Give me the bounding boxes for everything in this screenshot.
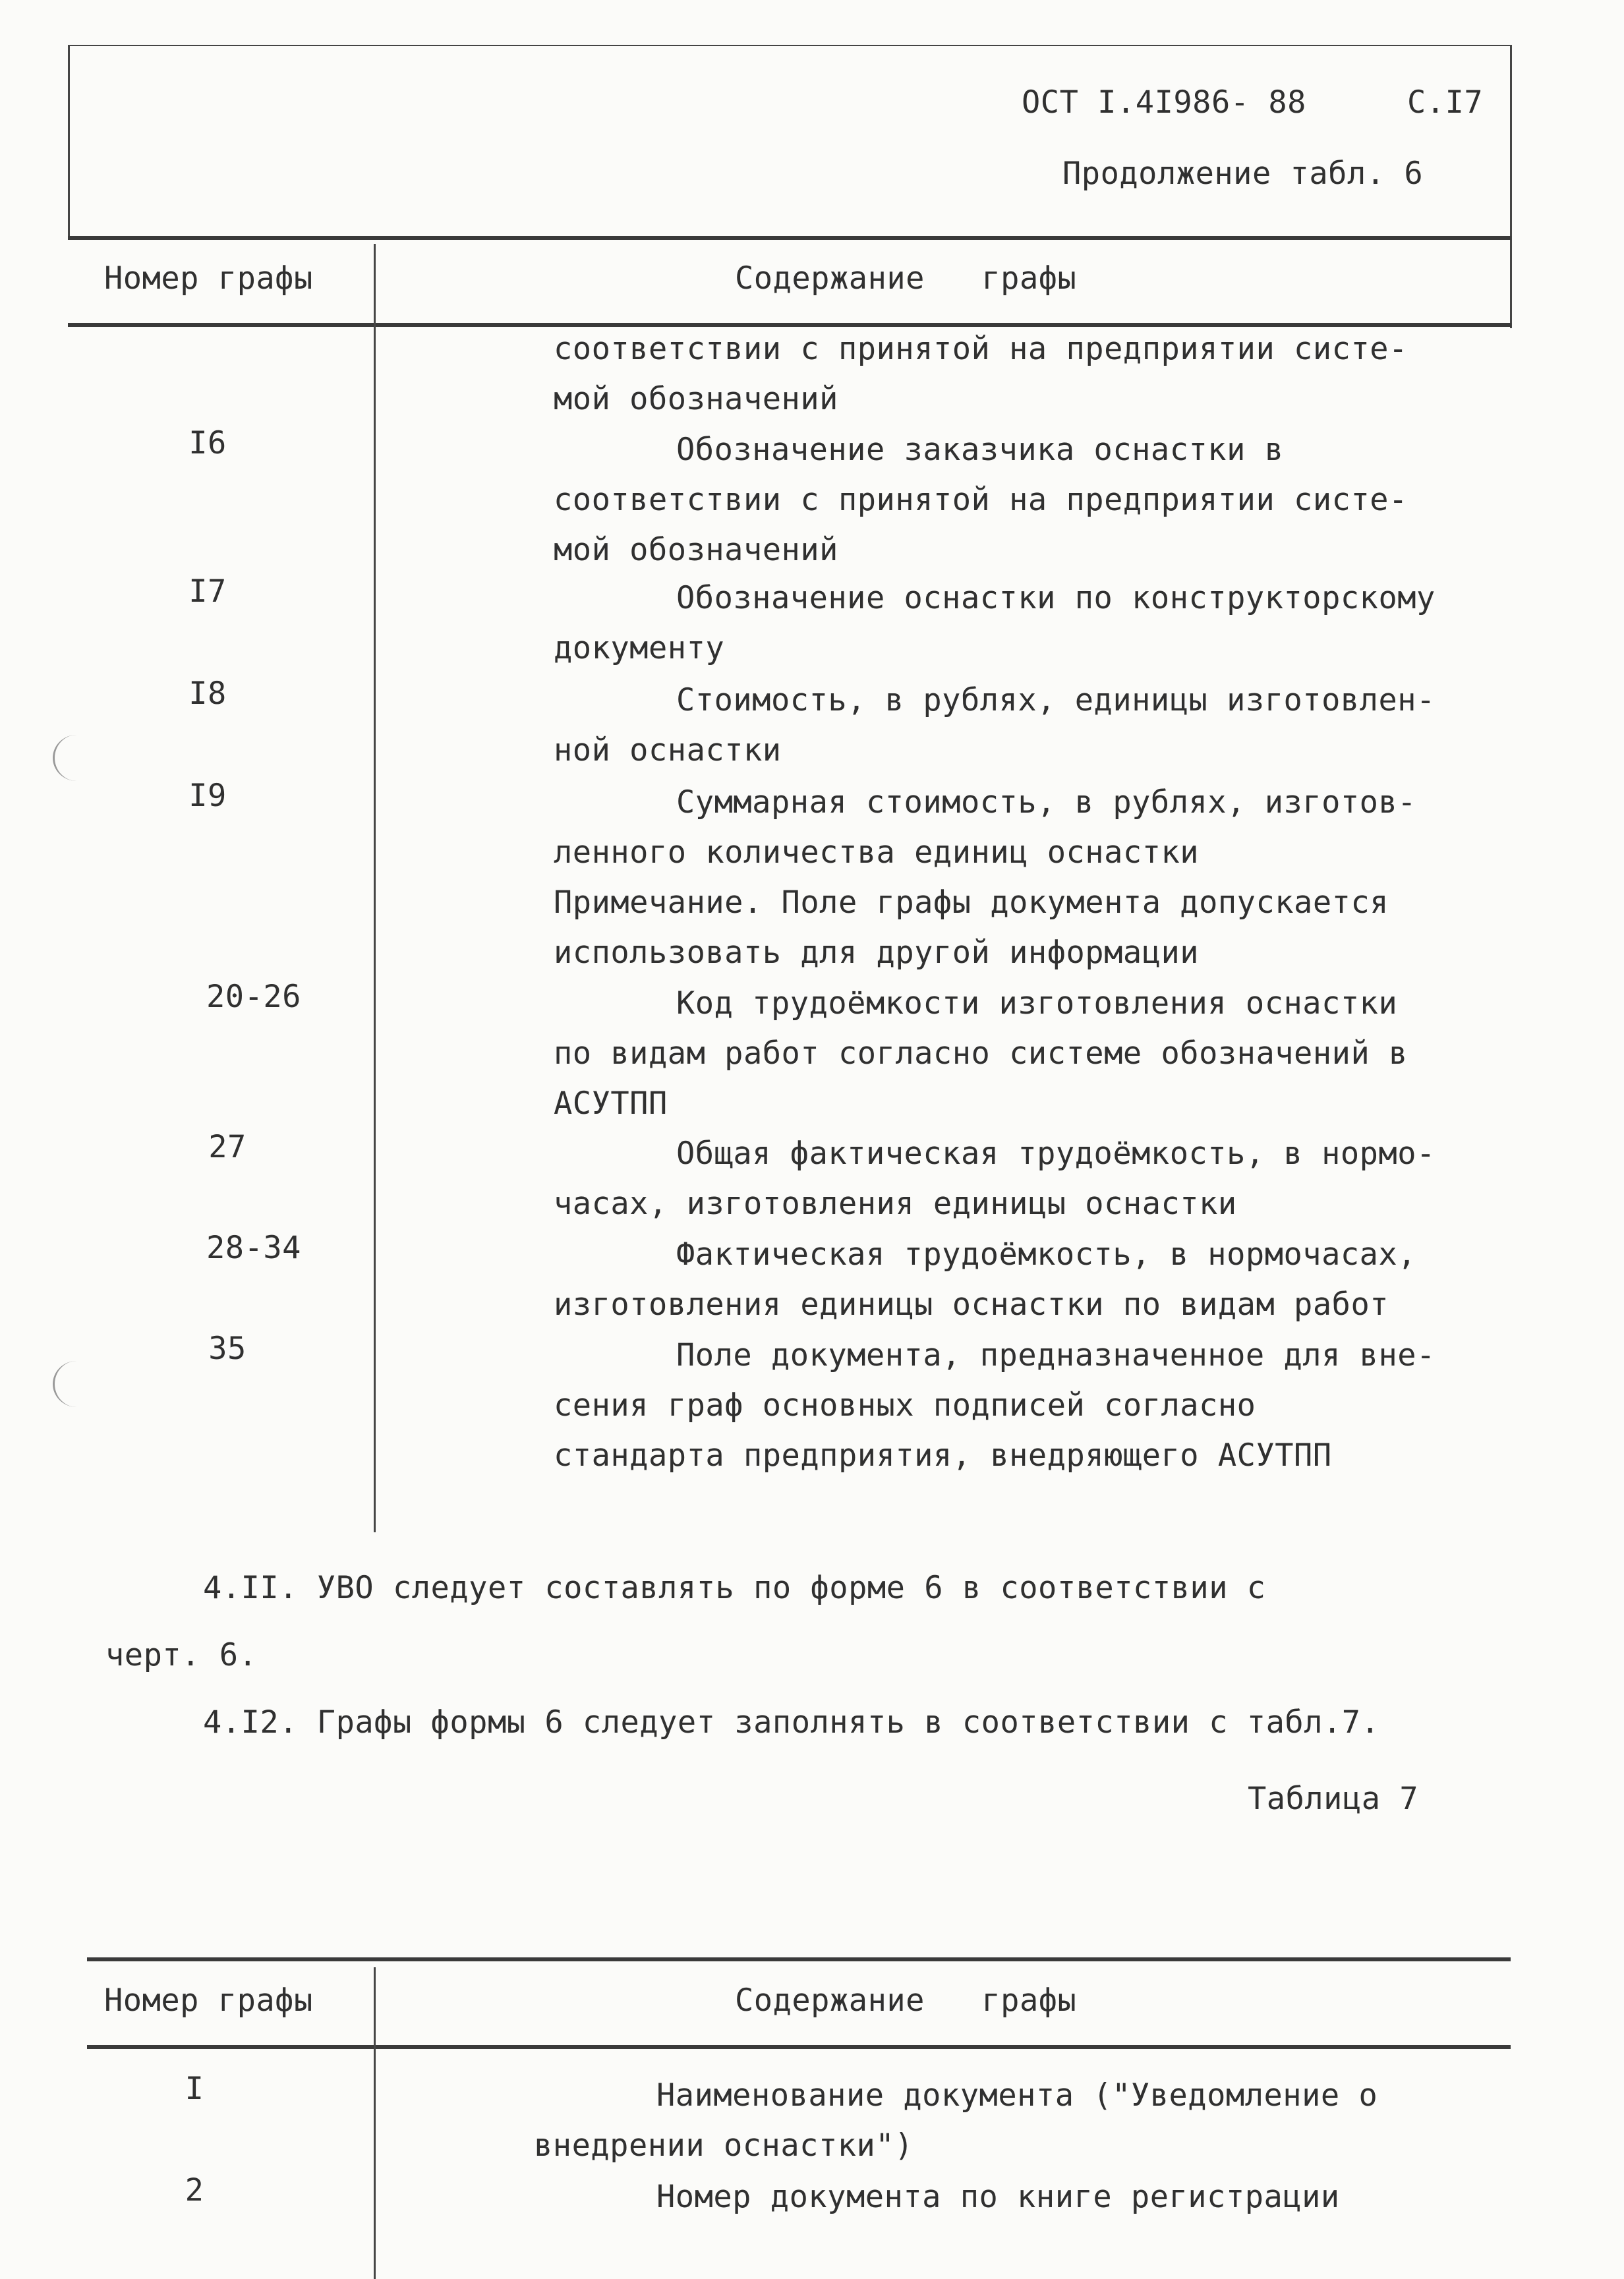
row-number: 2 <box>185 2172 204 2208</box>
row-number: 27 <box>208 1129 246 1165</box>
row-text-line: Код трудоёмкости изготовления оснастки <box>676 985 1398 1022</box>
table6-column-divider <box>374 244 376 1532</box>
table7-header-rule <box>87 2045 1511 2049</box>
row-text-line: Поле документа, предназначенное для вне- <box>676 1337 1436 1373</box>
row-text-line: Стоимость, в рублях, единицы изготовлен- <box>676 682 1436 718</box>
document-code: ОСТ I.4I986- 88 <box>1022 84 1306 121</box>
row-number: 28-34 <box>206 1230 301 1266</box>
frame-top-border <box>68 45 1512 46</box>
row-number: I7 <box>188 573 227 610</box>
table7-header-content: Содержание графы <box>735 1982 1077 2019</box>
table7-header-number: Номер графы <box>104 1982 313 2019</box>
row-text-line: Наименование документа ("Уведомление о <box>656 2077 1378 2114</box>
row-text-line: Обозначение оснастки по конструкторскому <box>676 580 1436 616</box>
row-text-line: по видам работ согласно системе обозначений в <box>554 1035 1408 1072</box>
row-text-line: соответствии с принятой на предприятии систе- <box>554 482 1408 518</box>
row-text-line: документу <box>554 630 725 666</box>
row-text-line: стандарта предприятия, внедряющего АСУТПП <box>554 1437 1332 1474</box>
row-number: I9 <box>188 778 227 814</box>
row-text-line: АСУТПП <box>554 1085 668 1122</box>
table6-top-rule <box>68 236 1511 240</box>
row-text-line: соответствии с принятой на предприятии систе- <box>554 331 1408 367</box>
row-text-line: Суммарная стоимость, в рублях, изготов- <box>676 784 1417 821</box>
table7-top-rule <box>87 1957 1511 1961</box>
row-number: 35 <box>208 1331 246 1367</box>
row-text-line: мой обозначений <box>554 381 838 417</box>
row-text-line: внедрении оснастки") <box>534 2127 914 2164</box>
row-text-line: изготовления единицы оснастки по видам работ <box>554 1286 1389 1323</box>
row-text-line: Примечание. Поле графы документа допускается <box>554 884 1389 921</box>
binder-hole-mark <box>53 1361 101 1407</box>
table7-title: Таблица 7 <box>1248 1781 1419 1817</box>
row-text-line: ленного количества единиц оснастки <box>554 834 1200 871</box>
frame-left-border <box>68 45 70 239</box>
table-continuation-label: Продолжение табл. 6 <box>1062 156 1424 192</box>
row-number: I6 <box>188 425 227 461</box>
page-number: С.I7 <box>1407 84 1484 121</box>
paragraph-4-12: 4.I2. Графы формы 6 следует заполнять в соответствии с табл.7. <box>203 1704 1380 1741</box>
row-text-line: Обозначение заказчика оснастки в <box>676 432 1284 468</box>
binder-hole-mark <box>53 735 101 781</box>
frame-right-border <box>1510 45 1512 328</box>
row-number: I <box>185 2071 204 2107</box>
row-text-line: мой обозначений <box>554 532 838 568</box>
row-text-line: сения граф основных подписей согласно <box>554 1387 1256 1424</box>
row-text-line: Фактическая трудоёмкость, в нормочасах, <box>676 1236 1417 1273</box>
paragraph-4-11-line2: черт. 6. <box>105 1637 258 1673</box>
row-number: I8 <box>188 676 227 712</box>
row-text-line: использовать для другой информации <box>554 935 1200 971</box>
row-text-line: Номер документа по книге регистрации <box>656 2179 1340 2215</box>
table7-column-divider <box>374 1967 376 2279</box>
row-number: 20-26 <box>206 979 301 1015</box>
row-text-line: Общая фактическая трудоёмкость, в нормо- <box>676 1136 1436 1172</box>
table6-header-content: Содержание графы <box>735 260 1077 297</box>
row-text-line: часах, изготовления единицы оснастки <box>554 1186 1237 1222</box>
table6-header-number: Номер графы <box>104 260 313 297</box>
row-text-line: ной оснастки <box>554 732 782 768</box>
paragraph-4-11-line1: 4.II. УВО следует составлять по форме 6 в соответствии с <box>203 1570 1266 1606</box>
